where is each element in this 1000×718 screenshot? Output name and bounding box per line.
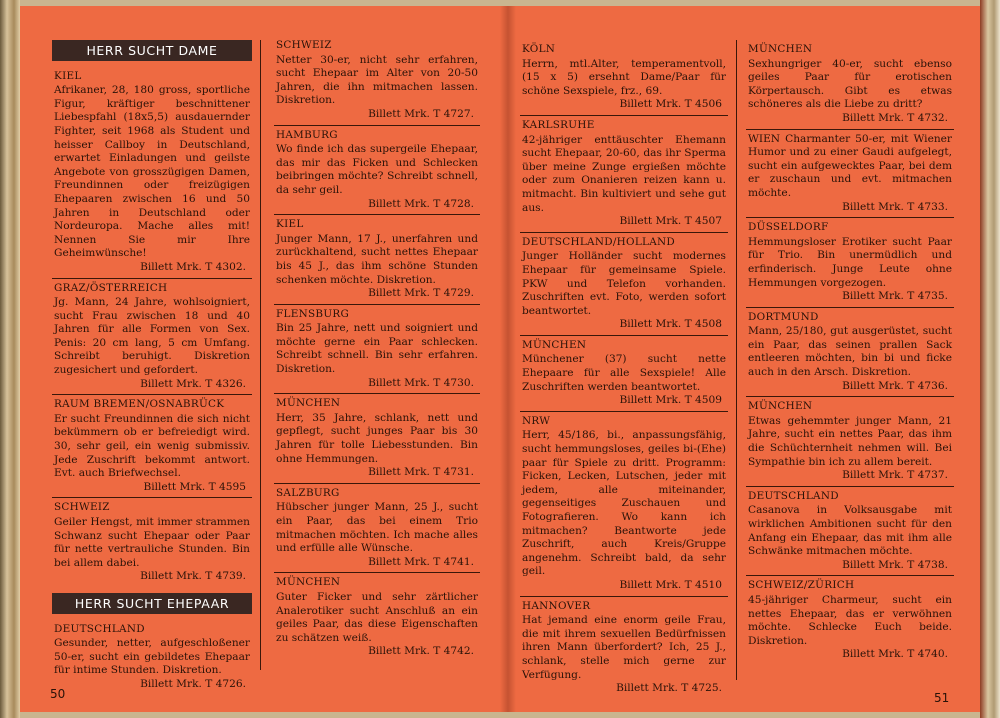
ad-text: Wo finde ich das supergeile Ehepaar, das mir das Ficken und Schlecken beibringen möchte? Schreibt schnell, da sehr geil.	[276, 143, 478, 196]
classified-ad	[746, 397, 954, 487]
classified-ad	[274, 215, 480, 305]
classified-ad	[520, 412, 728, 597]
ad-city: MÜNCHEN	[276, 576, 341, 589]
ad-reference: Billett Mrk. T 4731.	[368, 466, 474, 479]
right-page-edge	[980, 0, 1000, 718]
right-page-column-1	[520, 40, 728, 699]
ad-reference: Billett Mrk. T 4735.	[842, 290, 948, 303]
ad-text: Netter 30-er, nicht sehr erfahren, sucht Ehepaar im Alter von 20-50 Jahren, die ihn mitmachen lassen. Diskretion.	[276, 53, 478, 107]
ad-text: Herr, 35 Jahre, schlank, nett und gepflegt, sucht junges Paar bis 30 Jahren für tolle Liebesstunden. Bin ohne Hemmungen.	[276, 411, 478, 465]
ad-city: FLENSBURG	[276, 307, 350, 320]
ad-city: MÜNCHEN	[276, 397, 341, 410]
classified-ad	[274, 484, 480, 574]
ad-city: KÖLN	[522, 43, 556, 55]
ad-city: GRAZ/ÖSTERREICH	[54, 281, 168, 294]
ad-text: 45-jähriger Charmeur, sucht ein nettes Ehepaar, das er verwöhnen möchte. Schlecke Euch beide. Diskretion.	[748, 593, 952, 647]
ad-city: HAMBURG	[276, 128, 338, 141]
classified-ad	[52, 279, 252, 396]
right-page-column-2	[746, 40, 954, 665]
column-divider	[736, 40, 737, 680]
classified-ad	[52, 620, 252, 695]
ad-text: Gesunder, netter, aufgeschloßener 50-er, sucht ein gebildetes Ehepaar für intime Stunden. Diskretion.	[54, 637, 250, 677]
ad-reference: Billett Mrk. T 4506	[619, 98, 722, 111]
ad-text: Hübscher junger Mann, 25 J., sucht ein Paar, das bei einem Trio mitmachen möchten. Ich mache alles und erfülle alle Wünsche.	[276, 501, 478, 555]
left-page-edge	[0, 0, 20, 718]
ad-text: WIEN Charmanter 50-er, mit Wiener Humor und zu einer Gaudi aufgelegt, sucht ein aufgewecktes Paar, bei dem er zuschaun und evt. mitmachen möchte.	[748, 132, 952, 199]
ad-text: Junger Mann, 17 J., unerfahren und zurückhaltend, sucht nettes Ehepaar bis 45 J., das ihm schöne Stunden schenken möchte. Diskretion.	[276, 232, 478, 286]
ad-city: KIEL	[54, 69, 82, 82]
ad-reference: Billett Mrk. T 4737.	[842, 469, 948, 482]
ad-reference: Billett Mrk. T 4302.	[140, 260, 246, 273]
ad-text: Geiler Hengst, mit immer strammen Schwanz sucht Ehepaar oder Paar für nette vertrauliche Stunden. Bin bei allem dabei.	[54, 516, 250, 569]
ad-reference: Billett Mrk. T 4509	[619, 394, 722, 407]
ad-text: Hemmungsloser Erotiker sucht Paar für Trio. Bin unermüdlich und erfinderisch. Junge Leute ohne Hemmungen vorgezogen.	[748, 235, 952, 289]
classified-ad	[520, 336, 728, 412]
right-page	[506, 6, 980, 712]
ad-text: Afrikaner, 28, 180 gross, sportliche Figur, kräftiger beschnittener Liebespfahl (18x5,5) ausdauernder Fighter, seit 1968 als Student und heisser Callboy in Deutschland, erwartet Einladungen und geilste Angebote von grosszügigen Damen, Freundinnen oder freizügigen Ehepaaren zwischen 16 und 50 Jahren in Deutschland oder Nordeuropa. Mache alles mit! Nennen Sie mir Ihre Geheimwünsche!	[54, 84, 250, 260]
column-divider	[260, 40, 261, 670]
ad-reference: Billett Mrk. T 4739.	[140, 570, 246, 583]
ad-city: KARLSRUHE	[522, 118, 595, 131]
ad-text: Casanova in Volksausgabe mit wirklichen Ambitionen sucht für den Anfang ein Ehepaar, das mit ihm alle Schwänke mitmachen möchte.	[748, 504, 952, 558]
classified-ad	[52, 395, 252, 498]
ad-reference: Billett Mrk. T 4727.	[368, 107, 474, 120]
ad-city: MÜNCHEN	[748, 400, 813, 413]
classified-ad	[746, 40, 954, 130]
ad-text: Münchener (37) sucht nette Ehepaare für alle Sexspiele! Alle Zuschriften werden beantwortet.	[522, 353, 726, 393]
ad-city: SCHWEIZ	[276, 39, 332, 51]
ad-reference: Billett Mrk. T 4733.	[842, 200, 948, 213]
ad-text: Sexhungriger 40-er, sucht ebenso geiles Paar für erotischen Körpertausch. Gibt es etwas schöneres als die Liebe zu dritt?	[748, 57, 952, 111]
ad-text: 42-jähriger enttäuschter Ehemann sucht Ehepaar, 20-60, das ihr Sperma über meine Zunge ergießen möchte oder zum Onanieren reizen kann u. mitmacht. Bin kultiviert und sehe gut aus.	[522, 133, 726, 214]
ad-city: RAUM BREMEN/OSNABRÜCK	[54, 398, 225, 411]
classified-ad	[274, 36, 480, 126]
classified-ad	[746, 308, 954, 398]
ad-reference: Billett Mrk. T 4726.	[140, 677, 246, 690]
ad-city: SALZBURG	[276, 486, 340, 499]
ad-reference: Billett Mrk. T 4732.	[842, 111, 948, 124]
ad-city: MÜNCHEN	[748, 43, 813, 55]
classified-ad	[746, 130, 954, 219]
ad-reference: Billett Mrk. T 4738.	[842, 558, 948, 571]
ad-reference: Billett Mrk. T 4510	[619, 578, 722, 591]
ad-reference: Billett Mrk. T 4725.	[616, 682, 722, 695]
page-number: 50	[50, 687, 66, 701]
classified-ad	[746, 487, 954, 577]
ad-city: DORTMUND	[748, 310, 819, 323]
ad-text: Er sucht Freundinnen die sich nicht bekümmern ob er befreiedigt wird. 30, sehr geil, ein wenig submissiv. Jede Zuschrift bekommt antwort. Evt. auch Briefwechsel.	[54, 412, 250, 480]
ad-city: SCHWEIZ/ZÜRICH	[748, 579, 855, 592]
classified-ad	[274, 394, 480, 484]
ad-city: DEUTSCHLAND	[748, 489, 839, 502]
left-page-column-1	[52, 36, 252, 695]
classified-ad	[274, 305, 480, 395]
ad-text: Etwas gehemmter junger Mann, 21 Jahre, sucht ein nettes Paar, das ihm die Schüchternheit nehmen will. Bei Sympathie bin ich zu allem bereit.	[748, 414, 952, 468]
ad-reference: Billett Mrk. T 4326.	[140, 377, 246, 390]
ad-text: Herr, 45/186, bi., anpassungsfähig, sucht hemmungsloses, geiles bi-(Ehe) paar für Spiele zu dritt. Programm: Ficken, Lecken, Lutschen, jeder mit jedem, alle miteinander, gegenseitiges Zuschauen und Fotografieren. Wo kann ich mitmachen? Beantworte jede Zuschrift, auch Kreis/Gruppe angenehm. Schreibt bald, da sehr geil.	[522, 429, 726, 578]
ad-city: KIEL	[276, 218, 304, 231]
classified-ad	[274, 126, 480, 216]
ad-reference: Billett Mrk. T 4728.	[368, 197, 474, 210]
spine-shadow	[500, 6, 516, 712]
ad-city: DÜSSELDORF	[748, 221, 829, 234]
ad-city: MÜNCHEN	[522, 338, 587, 351]
ad-city: DEUTSCHLAND	[54, 622, 145, 635]
left-page-column-2	[274, 36, 480, 662]
classified-ad	[746, 576, 954, 665]
ad-text: Herrn, mtl.Alter, temperamentvoll, (15 x 5) ersehnt Dame/Paar für schöne Sexspiele, frz., 69.	[522, 57, 726, 97]
classified-ad	[52, 498, 252, 587]
ad-city: NRW	[522, 414, 551, 427]
ad-text: Jg. Mann, 24 Jahre, wohlsoigniert, sucht Frau zwischen 18 und 40 Jahren für alle Formen von Sex. Penis: 20 cm lang, 5 cm Umfang. Schreibt beruhigt. Diskretion zugesichert und gefordert.	[54, 296, 250, 377]
ad-text: Hat jemand eine enorm geile Frau, die mit ihrem sexuellen Bedürfnissen ihren Mann überfordert? Ich, 25 J., schlank, stelle mich gerne zur Verfügung.	[522, 614, 726, 681]
ad-reference: Billett Mrk. T 4507	[619, 215, 722, 228]
ad-city: DEUTSCHLAND/HOLLAND	[522, 235, 676, 248]
ad-reference: Billett Mrk. T 4741.	[368, 555, 474, 568]
ad-reference: Billett Mrk. T 4508	[619, 318, 722, 331]
left-page	[20, 6, 506, 712]
section-banner-herr-sucht-ehepaar: HERR SUCHT EHEPAAR	[52, 593, 252, 614]
classified-ad	[746, 218, 954, 308]
ad-text: Guter Ficker und sehr zärtlicher Analerotiker sucht Anschluß an ein geiles Paar, das diese Eigenschaften zu schätzen weiß.	[276, 590, 478, 644]
classified-ad	[274, 573, 480, 662]
ad-text: Bin 25 Jahre, nett und soigniert und möchte gerne ein Paar schlecken. Schreibt schnell. Bin sehr erfahren. Diskretion.	[276, 322, 478, 376]
ad-city: HANNOVER	[522, 599, 591, 612]
ad-reference: Billett Mrk. T 4740.	[842, 648, 948, 661]
ad-reference: Billett Mrk. T 4742.	[368, 645, 474, 658]
ad-reference: Billett Mrk. T 4730.	[368, 376, 474, 389]
ad-reference: Billett Mrk. T 4736.	[842, 379, 948, 392]
classified-ad	[520, 116, 728, 233]
ad-reference: Billett Mrk. T 4595	[143, 480, 246, 493]
page-number: 51	[934, 691, 950, 705]
classified-ad	[52, 67, 252, 279]
classified-ad	[520, 597, 728, 699]
section-banner-herr-sucht-dame: HERR SUCHT DAME	[52, 40, 252, 61]
classified-ad	[520, 40, 728, 116]
ad-city: SCHWEIZ	[54, 501, 110, 514]
ad-text: Mann, 25/180, gut ausgerüstet, sucht ein Paar, das seinen prallen Sack entleeren möchten, bin bi und ficke auch in den Arsch. Diskretion.	[748, 325, 952, 379]
ad-reference: Billett Mrk. T 4729.	[368, 287, 474, 300]
classified-ad	[520, 233, 728, 336]
ad-text: Junger Holländer sucht modernes Ehepaar für gemeinsame Spiele. PKW und Telefon vorhanden. Zuschriften evt. Foto, werden sofort beantwortet.	[522, 250, 726, 317]
